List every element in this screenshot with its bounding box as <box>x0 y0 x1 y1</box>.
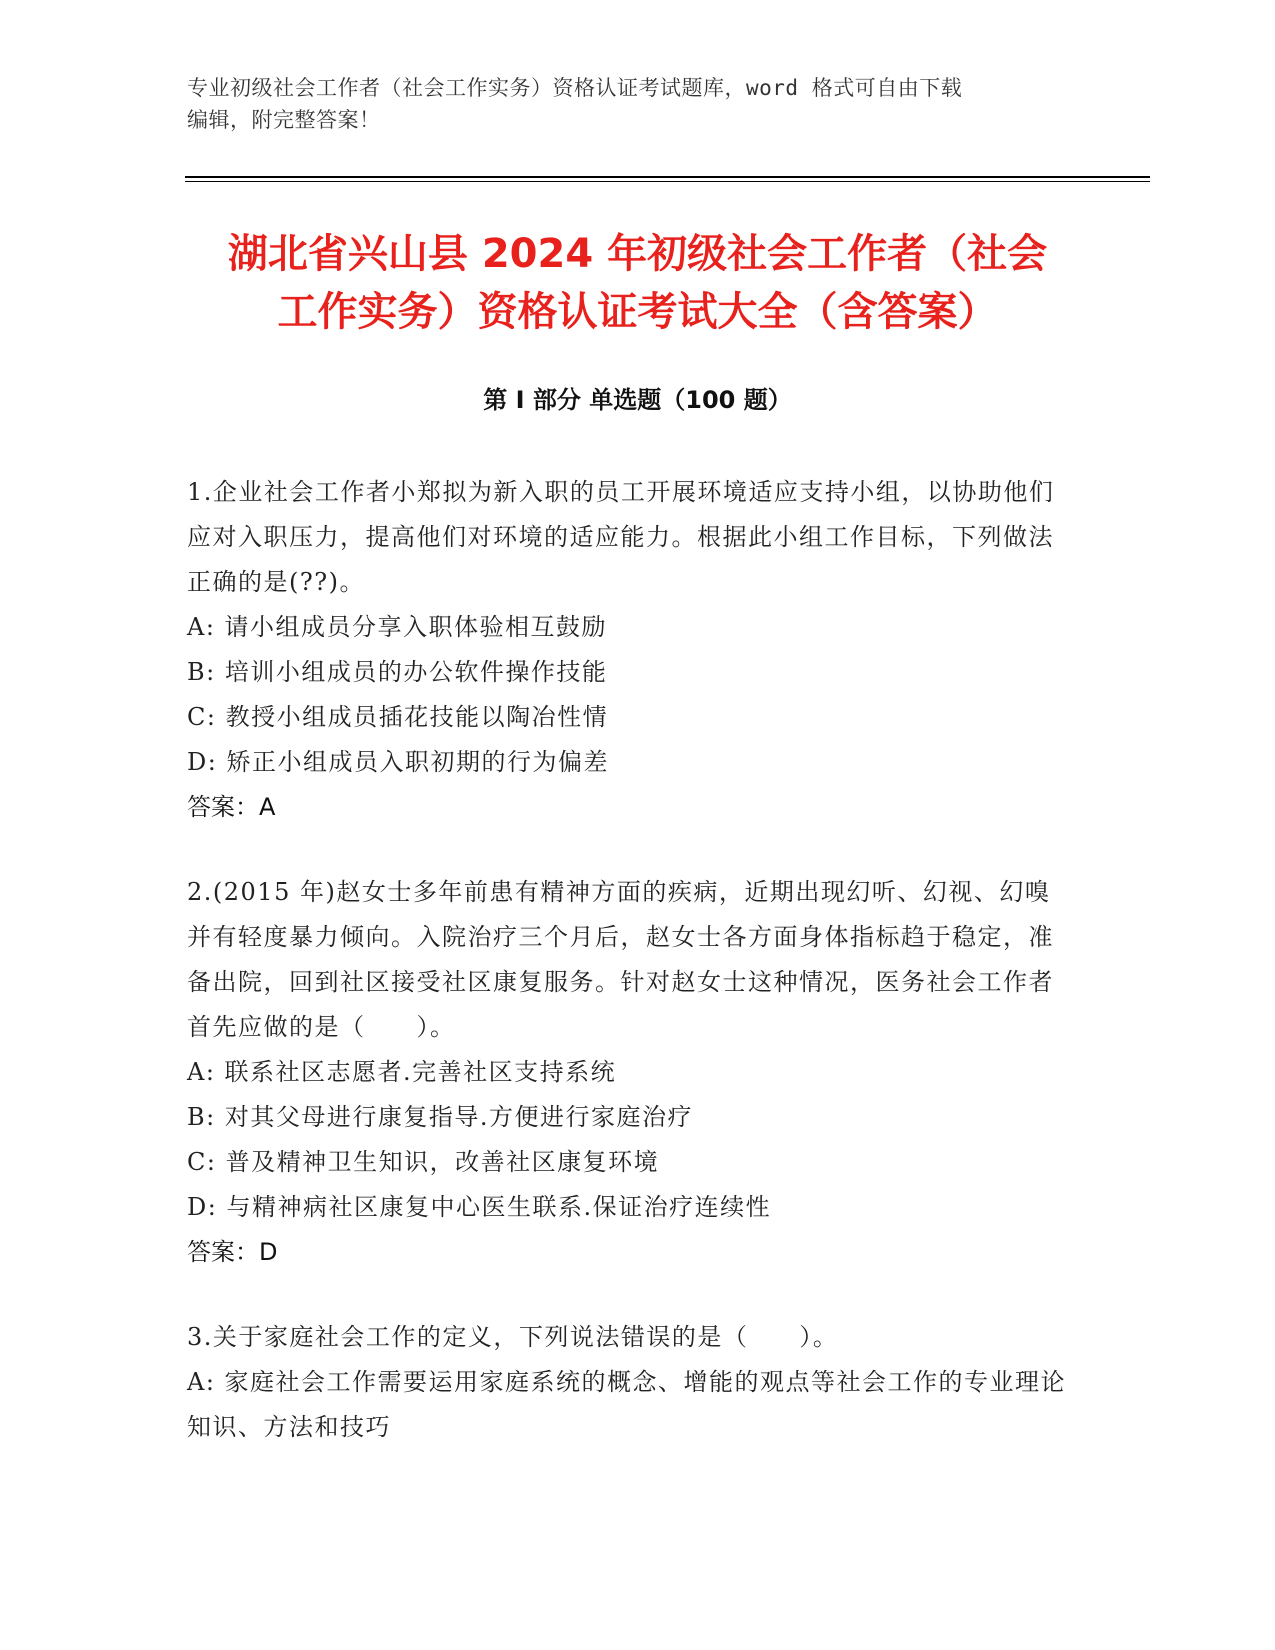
header-divider-thick <box>185 176 1150 178</box>
option-d: D: 与精神病社区康复中心医生联系.保证治疗连续性 <box>187 1193 772 1221</box>
question-stem: 2.(2015 年)赵女士多年前患有精神方面的疾病，近期出现幻听、幻视、幻嗅并有轻度暴力倾向。入院治疗三个月后，赵女士各方面身体指标趋于稳定，准备出院，回到社区接受社区康复服务。针对赵女士这种情况，医务社会工作者首先应做的是（ ）。 <box>187 878 1054 1041</box>
option-d: D: 矫正小组成员入职初期的行为偏差 <box>187 748 609 776</box>
question-3 <box>187 1315 1067 1450</box>
header-divider-thin <box>185 181 1150 182</box>
question-stem: 3.关于家庭社会工作的定义，下列说法错误的是（ ）。 <box>187 1323 839 1351</box>
option-b: B: 对其父母进行康复指导.方便进行家庭治疗 <box>187 1103 693 1131</box>
section-title: 第 I 部分 单选题（100 题） <box>483 386 792 414</box>
question-stem: 1.企业社会工作者小郑拟为新入职的员工开展环境适应支持小组，以协助他们应对入职压力，提高他们对环境的适应能力。根据此小组工作目标，下列做法正确的是(??)。 <box>187 478 1055 596</box>
document-title <box>170 225 1105 341</box>
option-a: A: 联系社区志愿者.完善社区支持系统 <box>187 1058 617 1086</box>
option-c: C: 普及精神卫生知识，改善社区康复环境 <box>187 1148 660 1176</box>
question-1 <box>187 470 1067 830</box>
option-a: A: 家庭社会工作需要运用家庭系统的概念、增能的观点等社会工作的专业理论知识、方法和技巧 <box>187 1368 1067 1441</box>
option-c: C: 教授小组成员插花技能以陶冶性情 <box>187 703 609 731</box>
document-title-line-1: 湖北省兴山县 2024 年初级社会工作者（社会 <box>227 231 1048 277</box>
question-list <box>187 470 1067 1490</box>
document-title-line-2: 工作实务）资格认证考试大全（含答案） <box>277 289 998 335</box>
header-note-line-2: 编辑，附完整答案！ <box>187 108 381 132</box>
question-answer: 答案：D <box>187 1238 278 1266</box>
header-note-line-1: 专业初级社会工作者（社会工作实务）资格认证考试题库，word 格式可自由下载 <box>187 76 963 100</box>
option-b: B: 培训小组成员的办公软件操作技能 <box>187 658 608 686</box>
question-2 <box>187 870 1067 1275</box>
question-answer: 答案：A <box>187 793 276 821</box>
header-note <box>187 72 1067 136</box>
option-a: A: 请小组成员分享入职体验相互鼓励 <box>187 613 608 641</box>
